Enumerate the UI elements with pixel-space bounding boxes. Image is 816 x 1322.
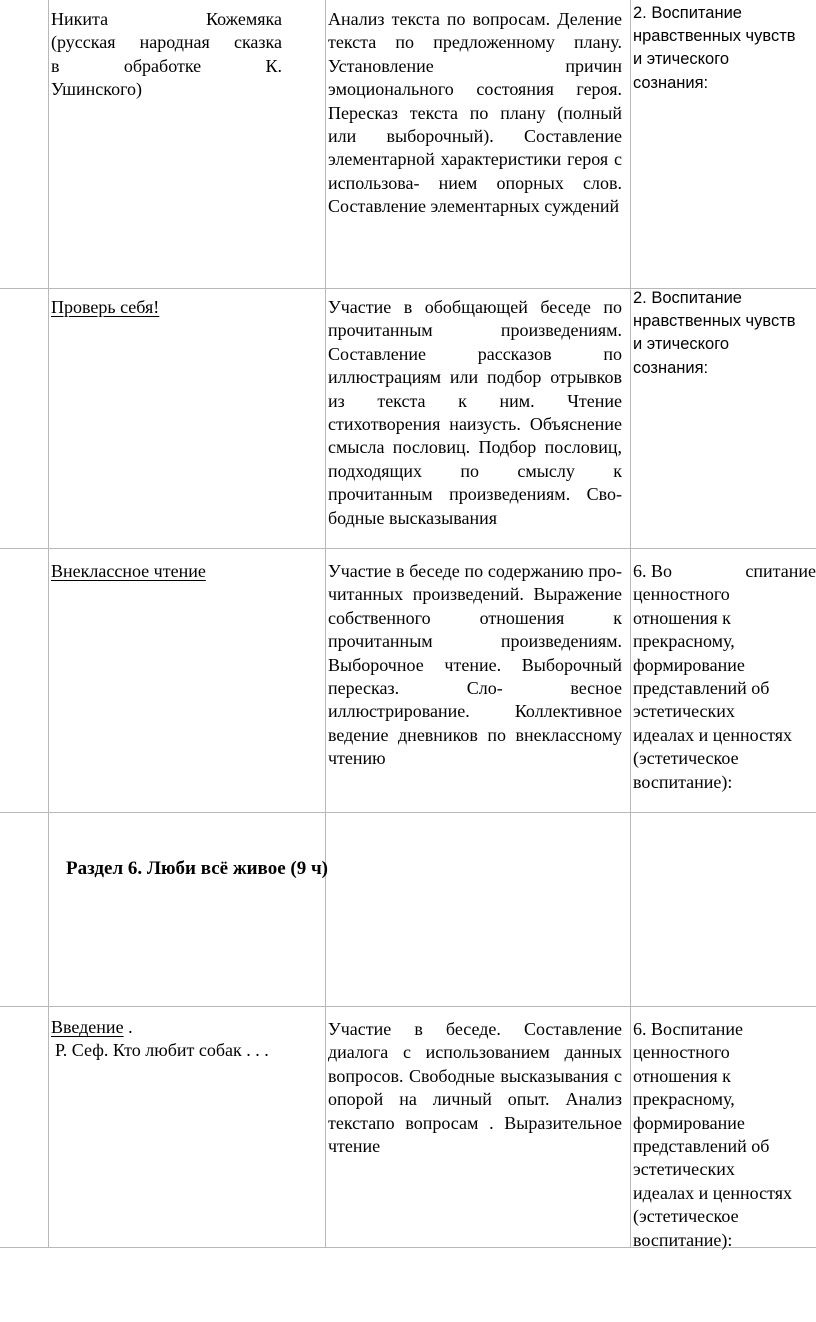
goal-line: нравственных чувств xyxy=(633,27,796,46)
activities-text: Участие в обобщающей беседе по прочитанным произведениям. Составление рассказов по иллюстрациям или подбор отрывков из текста к ним. Чтение стихотворения наизусть. Объяснение смысла пословиц. Подбор пословиц, подходящих по смыслу к прочитанным произведениям. Сво- бодные высказывания xyxy=(328,297,622,528)
table-border-col3 xyxy=(630,0,631,1248)
goal-line: ценностного xyxy=(633,1042,730,1063)
row-divider xyxy=(0,812,816,813)
goal-text xyxy=(633,560,816,794)
goal-line: воспитание): xyxy=(633,771,733,792)
goal-line: 2. Воспитание xyxy=(633,289,742,307)
goal-line: сознания: xyxy=(633,358,709,377)
row-divider xyxy=(0,1006,816,1007)
goal-text xyxy=(633,1018,816,1252)
goal-line: нравственных чувств xyxy=(633,312,796,331)
goal-line: представлений об xyxy=(633,678,770,699)
lesson-title-suffix: . xyxy=(123,1017,133,1037)
activities-text: Участие в беседе. Составление диалога с использованием данных вопросов. Свободные высказывания с опорой на личный опыт. Анализ текстапо вопросам . Выразительное чтение xyxy=(328,1019,622,1157)
lesson-title-link[interactable]: Введение xyxy=(51,1017,124,1037)
goal-line: идеалах и ценностях xyxy=(633,724,792,745)
goal-line: и этического xyxy=(633,335,730,354)
goal-line: идеалах и ценностях xyxy=(633,1182,792,1203)
lesson-title-cell xyxy=(51,560,311,583)
lesson-title-line: Ушинского) xyxy=(51,79,143,100)
goal-line: формирование xyxy=(633,654,745,675)
goal-line: прекрасному, xyxy=(633,631,735,652)
goal-line: эстетических xyxy=(633,1159,735,1180)
section-title: Раздел 6. Люби всё живое (9 ч) xyxy=(66,858,328,879)
lesson-subtitle: Р. Сеф. Кто любит собак . . . xyxy=(55,1040,269,1061)
lesson-title-line: Никита Кожемяка xyxy=(51,9,282,29)
activities-text: Участие в беседе по содержанию про- читанных произведений. Выражение собственного отношения к прочитанным произведениям. Выборочное чтение. Выборочный пересказ. Сло- весное иллюстрирование. Коллективное ведение дневников по внеклассному чтению xyxy=(328,561,622,769)
lesson-title-line: в обработке К. xyxy=(51,55,282,76)
goal-line: и этического xyxy=(633,50,730,69)
goal-text xyxy=(633,287,816,380)
lesson-title-cell xyxy=(51,296,311,319)
goal-first-part: 6. Во xyxy=(633,561,673,581)
goal-line: эстетических xyxy=(633,701,735,722)
goal-line: сознания: xyxy=(633,73,709,92)
goal-line: 6. Воспитание xyxy=(633,1019,744,1039)
goal-text xyxy=(633,2,816,95)
activities-text: Анализ текста по вопросам. Деление текста по предложенному плану. Установление причин эмоционального состояния героя. Пересказ текста по плану (полный или выборочный). Составление элементарной характеристики героя с использова- нием опорных слов. Составление элементарных суждений xyxy=(328,9,622,217)
goal-line: ценностного xyxy=(633,584,730,605)
table-border-col2 xyxy=(325,0,326,1248)
lesson-title-cell xyxy=(51,1016,321,1063)
goal-line: прекрасному, xyxy=(633,1089,735,1110)
lesson-title-line: (русская народная сказка xyxy=(51,32,282,53)
goal-line: (эстетическое xyxy=(633,1206,739,1227)
goal-line: воспитание): xyxy=(633,1229,733,1250)
lesson-title-link[interactable]: Проверь себя! xyxy=(51,297,160,317)
lesson-title-link[interactable]: Внеклассное чтение xyxy=(51,561,206,581)
lesson-title-cell xyxy=(51,8,282,102)
lesson-title-line xyxy=(51,1016,321,1039)
goal-line: 2. Воспитание xyxy=(633,4,742,22)
goal-first-line xyxy=(633,560,816,583)
goal-line: (эстетическое xyxy=(633,748,739,769)
goal-first-part: спитание xyxy=(745,561,816,581)
table-border-left xyxy=(48,0,49,1248)
row-divider xyxy=(0,548,816,549)
goal-line: формирование xyxy=(633,1112,745,1133)
goal-line: отношения к xyxy=(633,607,731,628)
goal-line: представлений об xyxy=(633,1136,770,1157)
goal-line: отношения к xyxy=(633,1065,731,1086)
